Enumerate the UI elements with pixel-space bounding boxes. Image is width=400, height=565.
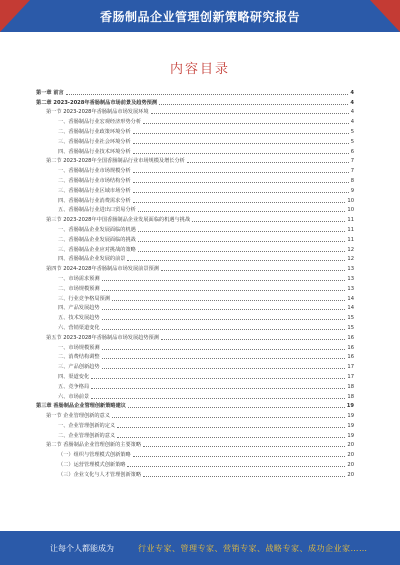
toc-entry[interactable]	[36, 174, 354, 184]
toc-entry[interactable]	[36, 135, 354, 145]
toc-entry-label: 一、香肠制品企业发展面临的机遇	[58, 226, 136, 233]
toc-entry-label: 二、市场规模预测	[58, 285, 100, 292]
toc-entry-label: 三、香肠制品行业区域市场分析	[58, 187, 131, 194]
toc-entry[interactable]	[36, 213, 354, 223]
toc-leader-dots	[102, 368, 346, 369]
toc-entry-label: 五、技术发展趋势	[58, 315, 100, 322]
toc-entry-label: 四、香肠制品企业发展的前景	[58, 256, 126, 263]
footer-slogan-left: 让每个人都能成为	[50, 543, 114, 553]
toc-leader-dots	[102, 290, 346, 291]
toc-entry-page: 7	[350, 168, 354, 175]
toc-entry[interactable]	[36, 419, 354, 429]
toc-entry-page: 10	[347, 207, 354, 214]
toc-entry-page: 19	[347, 413, 354, 420]
toc-entry-label: 第二节 香肠制品企业管理创新的主要策略	[46, 442, 142, 449]
toc-entry[interactable]	[36, 341, 354, 351]
toc-entry-page: 11	[347, 217, 354, 224]
toc-leader-dots	[66, 94, 349, 95]
toc-leader-dots	[187, 162, 349, 163]
toc-entry-label: （三）企业文化与人才管理创新策略	[58, 471, 142, 478]
toc-leader-dots	[133, 172, 349, 173]
toc-entry-page: 4	[350, 99, 354, 106]
toc-entry-page: 19	[347, 432, 354, 439]
toc-entry[interactable]	[36, 96, 354, 106]
toc-leader-dots	[133, 133, 349, 134]
toc-entry-label: 二、香肠制品企业发展面临的挑战	[58, 236, 136, 243]
toc-leader-dots	[112, 300, 346, 301]
toc-entry-page: 16	[347, 344, 354, 351]
toc-entry[interactable]	[36, 468, 354, 478]
toc-entry-page: 18	[347, 383, 354, 390]
toc-entry-label: 一、香肠制品行业宏观经济形势分析	[58, 119, 142, 126]
toc-leader-dots	[91, 378, 345, 379]
toc-leader-dots	[143, 123, 349, 124]
toc-entry[interactable]	[36, 223, 354, 233]
toc-entry-page: 20	[347, 442, 354, 449]
toc-entry-page: 14	[347, 305, 354, 312]
toc-entry-page: 17	[347, 364, 354, 371]
toc-entry-page: 12	[347, 256, 354, 263]
toc-leader-dots	[133, 192, 349, 193]
toc-entry[interactable]	[36, 115, 354, 125]
toc-entry-label: 一、企业管理创新的定义	[58, 422, 116, 429]
toc-entry-page: 14	[347, 295, 354, 302]
toc-entry[interactable]	[36, 125, 354, 135]
page-header	[0, 0, 400, 32]
toc-entry[interactable]	[36, 400, 354, 410]
toc-entry-page: 10	[347, 197, 354, 204]
toc-leader-dots	[102, 349, 346, 350]
toc-entry-page: 6	[350, 148, 354, 155]
toc-entry-page: 20	[347, 462, 354, 469]
toc-entry[interactable]	[36, 321, 354, 331]
toc-entry-page: 7	[350, 158, 354, 165]
toc-leader-dots	[159, 104, 348, 105]
toc-entry[interactable]	[36, 429, 354, 439]
toc-entry-label: 第五节 2023-2028年香肠制品市场发展趋势预测	[46, 334, 159, 341]
toc-entry-page: 16	[347, 334, 354, 341]
toc-entry-page: 5	[350, 128, 354, 135]
toc-leader-dots	[102, 319, 346, 320]
toc-leader-dots	[161, 270, 345, 271]
toc-entry-page: 5	[350, 138, 354, 145]
header-title: 香肠制品企业管理创新策略研究报告	[99, 9, 300, 24]
table-of-contents	[36, 86, 354, 478]
toc-leader-dots	[133, 202, 346, 203]
page-footer	[0, 531, 400, 565]
toc-leader-dots	[102, 280, 346, 281]
toc-leader-dots	[102, 309, 346, 310]
toc-entry-page: 4	[350, 119, 354, 126]
toc-entry-label: 一、香肠制品行业市场规模分析	[58, 168, 131, 175]
toc-entry-page: 19	[346, 403, 354, 410]
toc-leader-dots	[133, 456, 346, 457]
toc-entry[interactable]	[36, 331, 354, 341]
toc-entry-page: 4	[350, 89, 354, 96]
toc-entry-label: （二）运营管理模式创新策略	[58, 462, 126, 469]
toc-entry[interactable]	[36, 164, 354, 174]
toc-entry[interactable]	[36, 292, 354, 302]
toc-leader-dots	[138, 241, 346, 242]
toc-leader-dots	[133, 153, 349, 154]
toc-leader-dots	[143, 476, 345, 477]
toc-entry-label: 一、市场规模预测	[58, 344, 100, 351]
toc-entry[interactable]	[36, 155, 354, 165]
toc-entry[interactable]	[36, 86, 354, 96]
toc-entry[interactable]	[36, 351, 354, 361]
toc-entry-label: （一）组织与管理模式创新策略	[58, 452, 131, 459]
toc-entry[interactable]	[36, 262, 354, 272]
toc-entry-page: 15	[347, 324, 354, 331]
toc-entry-page: 4	[350, 109, 354, 116]
toc-entry-label: 二、企业管理创新的意义	[58, 432, 116, 439]
toc-entry-page: 20	[347, 452, 354, 459]
toc-entry[interactable]	[36, 439, 354, 449]
toc-leader-dots	[117, 437, 345, 438]
toc-entry-page: 15	[347, 315, 354, 322]
toc-entry[interactable]	[36, 253, 354, 263]
toc-entry-label: 三、香肠制品企业应对挑战的策略	[58, 246, 136, 253]
toc-entry[interactable]	[36, 145, 354, 155]
header-corner-left	[0, 0, 30, 32]
toc-entry-label: 二、香肠制品行业市场结构分析	[58, 177, 131, 184]
toc-entry-label: 第一章 前言	[36, 89, 64, 96]
toc-entry[interactable]	[36, 194, 354, 204]
toc-entry-page: 9	[350, 187, 354, 194]
toc-entry[interactable]	[36, 458, 354, 468]
toc-leader-dots	[138, 211, 346, 212]
toc-entry-label: 第一节 2023-2028年香肠制品市场发展环境	[46, 109, 149, 116]
toc-entry[interactable]	[36, 106, 354, 116]
toc-leader-dots	[138, 231, 346, 232]
toc-entry[interactable]	[36, 184, 354, 194]
toc-leader-dots	[133, 143, 349, 144]
toc-entry[interactable]	[36, 204, 354, 214]
toc-leader-dots	[138, 251, 346, 252]
toc-entry-label: 六、营销渠道变化	[58, 324, 100, 331]
toc-entry-page: 12	[347, 246, 354, 253]
toc-entry[interactable]	[36, 233, 354, 243]
footer-slogan-right: 行业专家、管理专家、营销专家、战略专家、成功企业家……	[138, 543, 368, 553]
toc-entry-page: 13	[347, 285, 354, 292]
toc-leader-dots	[91, 388, 345, 389]
toc-entry-page: 11	[347, 236, 354, 243]
toc-leader-dots	[91, 398, 345, 399]
toc-entry[interactable]	[36, 360, 354, 370]
toc-entry-label: 五、竞争格局	[58, 383, 90, 390]
toc-entry-page: 17	[347, 373, 354, 380]
toc-entry-label: 四、产品发展趋势	[58, 305, 100, 312]
toc-entry[interactable]	[36, 282, 354, 292]
toc-entry-page: 16	[347, 354, 354, 361]
toc-entry-label: 第三章 香肠制品企业管理创新策略建议	[36, 403, 126, 410]
toc-entry-page: 19	[347, 422, 354, 429]
toc-leader-dots	[143, 446, 345, 447]
toc-entry-label: 第三节 2023-2028年中国香肠制品企业发展面临的机遇与挑战	[46, 217, 191, 224]
toc-entry-page: 8	[350, 177, 354, 184]
toc-entry-label: 五、香肠制品行业进出口贸易分析	[58, 207, 136, 214]
toc-entry-page: 13	[347, 275, 354, 282]
toc-entry[interactable]	[36, 311, 354, 321]
toc-entry-label: 二、消费结构调整	[58, 354, 100, 361]
toc-entry-label: 四、香肠制品行业技术环境分析	[58, 148, 131, 155]
toc-entry[interactable]	[36, 390, 354, 400]
toc-entry-label: 第二节 2023-2028年全国香肠制品行业市场规模及增长分析	[46, 158, 185, 165]
toc-entry-label: 三、产品创新趋势	[58, 364, 100, 371]
toc-entry-label: 四、香肠制品行业消费需求分析	[58, 197, 131, 204]
toc-leader-dots	[127, 466, 345, 467]
toc-entry-label: 第四节 2024-2028年香肠制品市场发展前景预测	[46, 266, 159, 273]
toc-leader-dots	[133, 182, 349, 183]
toc-entry[interactable]	[36, 409, 354, 419]
header-corner-right	[370, 0, 400, 32]
toc-entry-label: 四、渠道变化	[58, 373, 90, 380]
toc-entry-label: 三、行业竞争格局预测	[58, 295, 110, 302]
toc-entry[interactable]	[36, 243, 354, 253]
toc-entry-page: 18	[347, 393, 354, 400]
toc-entry-label: 六、市场前景	[58, 393, 90, 400]
toc-leader-dots	[128, 407, 345, 408]
toc-leader-dots	[127, 260, 345, 261]
toc-entry-label: 第二章 2023-2028年香肠制品市场前景及趋势预测	[36, 99, 158, 106]
toc-leader-dots	[192, 221, 345, 222]
toc-entry-page: 20	[347, 471, 354, 478]
toc-leader-dots	[112, 417, 345, 418]
toc-entry[interactable]	[36, 302, 354, 312]
toc-title: 内容目录	[169, 62, 230, 77]
toc-entry-label: 一、市场需求预测	[58, 275, 100, 282]
toc-entry-label: 二、香肠制品行业政策环境分析	[58, 128, 131, 135]
toc-entry[interactable]	[36, 272, 354, 282]
toc-leader-dots	[161, 339, 345, 340]
toc-entry-page: 11	[347, 226, 354, 233]
toc-leader-dots	[151, 113, 349, 114]
toc-entry[interactable]	[36, 380, 354, 390]
toc-entry-page: 13	[347, 266, 354, 273]
toc-leader-dots	[102, 329, 346, 330]
toc-leader-dots	[117, 427, 345, 428]
toc-entry[interactable]	[36, 370, 354, 380]
toc-leader-dots	[102, 358, 346, 359]
toc-entry-label: 三、香肠制品行业社会环境分析	[58, 138, 131, 145]
toc-entry[interactable]	[36, 448, 354, 458]
toc-entry-label: 第一节 企业管理创新的意义	[46, 413, 110, 420]
